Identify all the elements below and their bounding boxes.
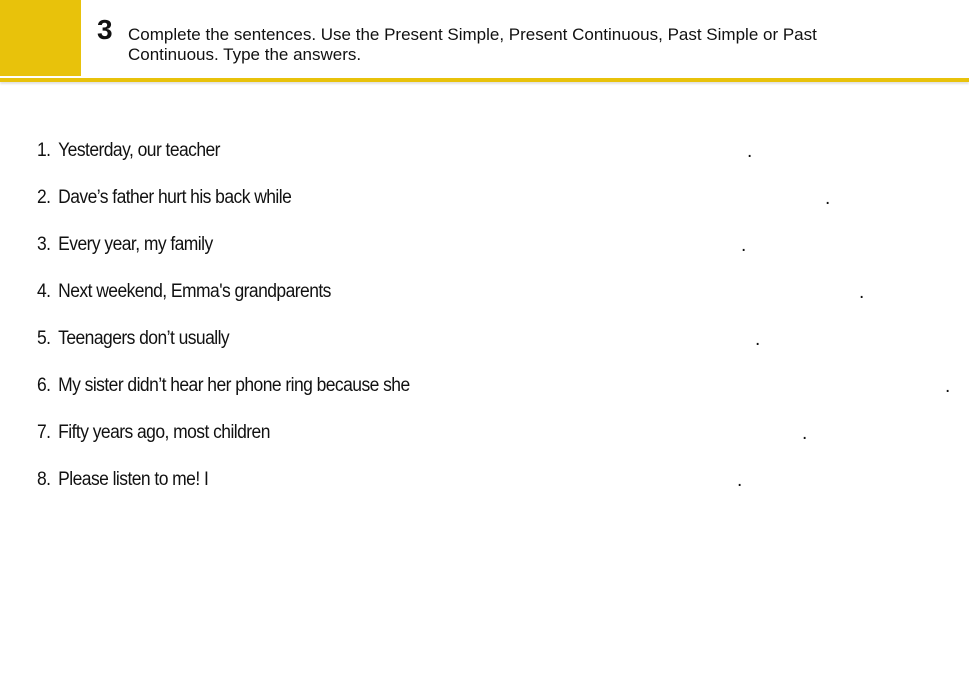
header-divider (0, 78, 969, 82)
sentence-2 (37, 185, 291, 211)
sentence-text: Yesterday, our teacher (58, 140, 220, 161)
answer-field-3[interactable] (226, 232, 738, 258)
sentence-text: My sister didn’t hear her phone ring because she (58, 375, 410, 396)
sentence-text: Next weekend, Emma's grandparents (58, 281, 331, 302)
sentence-end-3: . (741, 235, 747, 256)
sentence-end-8: . (737, 470, 743, 491)
answer-field-4[interactable] (344, 279, 856, 305)
sentence-text: Fifty years ago, most children (58, 422, 270, 443)
sentence-end-5: . (755, 329, 761, 350)
sentence-end-2: . (825, 188, 831, 209)
sentence-end-4: . (859, 282, 865, 303)
sentence-end-7: . (802, 423, 808, 444)
exercise-number: 3 (97, 14, 113, 45)
sentence-text: Teenagers don’t usually (58, 328, 230, 349)
sentence-4 (37, 279, 331, 305)
sentence-7 (37, 420, 270, 446)
sentence-text: Please listen to me! I (58, 469, 209, 490)
sentence-text: Dave’s father hurt his back while (58, 187, 292, 208)
sentence-8 (37, 467, 208, 493)
sentence-number: 1. (37, 140, 51, 161)
sentence-end-6: . (945, 376, 951, 397)
sentence-number: 2. (37, 187, 51, 208)
header-accent-block (0, 0, 81, 76)
sentence-number: 6. (37, 375, 51, 396)
answer-field-8[interactable] (222, 467, 734, 493)
answer-field-2[interactable] (310, 185, 822, 211)
sentence-number: 4. (37, 281, 51, 302)
answer-field-5[interactable] (240, 326, 752, 352)
sentence-1 (37, 138, 220, 164)
answer-field-7[interactable] (287, 420, 799, 446)
sentence-3 (37, 232, 213, 258)
sentence-number: 5. (37, 328, 51, 349)
sentence-number: 7. (37, 422, 51, 443)
sentence-5 (37, 326, 229, 352)
sentence-6 (37, 373, 410, 399)
sentence-number: 8. (37, 469, 51, 490)
exercise-header (0, 0, 969, 84)
answer-field-6[interactable] (430, 373, 942, 399)
sentence-text: Every year, my family (58, 234, 213, 255)
sentence-number: 3. (37, 234, 51, 255)
sentence-end-1: . (747, 141, 753, 162)
answer-field-1[interactable] (232, 138, 744, 164)
exercise-instructions: Complete the sentences. Use the Present Simple, Present Continuous, Past Simple or Past Continuous. Type the answers. (128, 25, 817, 64)
